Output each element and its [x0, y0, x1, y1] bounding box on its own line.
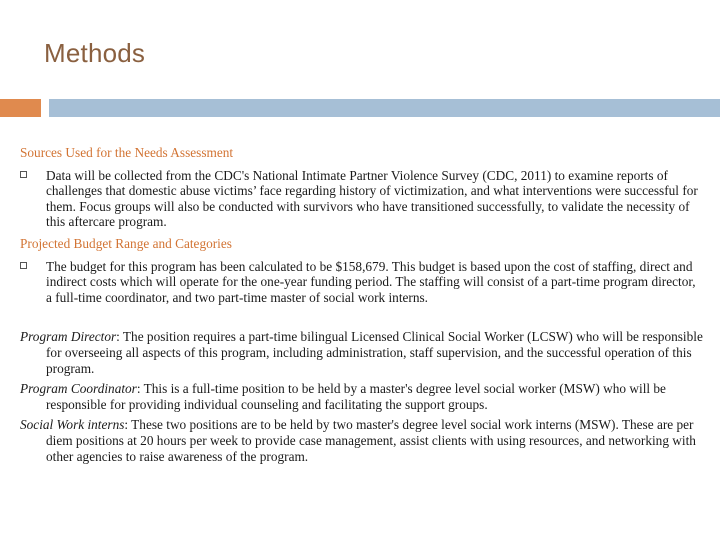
square-bullet-icon — [20, 262, 27, 269]
slide-title: Methods — [44, 38, 146, 68]
square-bullet-icon — [20, 171, 27, 178]
role-description: : These two positions are to be held by two master's degree level social work interns (MSW). These are per diem positions at 20 hours per week to provide case management, assist clients with using resources, and networking with other agencies to raise awareness of the program. — [46, 417, 696, 464]
role-program-director — [20, 329, 704, 376]
section-heading-budget: Projected Budget Range and Categories — [20, 235, 232, 251]
bullet-item-sources — [20, 168, 704, 230]
role-label: Program Director — [20, 329, 117, 345]
role-program-coordinator — [20, 381, 704, 412]
section-heading-sources: Sources Used for the Needs Assessment — [20, 145, 234, 160]
role-social-work-interns — [20, 417, 704, 464]
spacer — [20, 311, 704, 329]
accent-bar-orange — [0, 99, 41, 117]
role-description: : The position requires a part-time bilingual Licensed Clinical Social Worker (LCSW) who will be responsible for overseeing all aspects of this program, including administration, staff supervision, and the successful operation of this program. — [46, 329, 703, 376]
accent-bar-blue — [49, 99, 720, 117]
role-label: Social Work interns — [20, 417, 125, 433]
bullet-text-budget: The budget for this program has been calculated to be $158,679. This budget is based upon the cost of staffing, direct and indirect costs which will operate for the one-year funding period. The staffing will consist of a part-time program director, a full-time coordinator, and two part-time master of social work interns. — [46, 258, 696, 305]
bullet-text-sources: Data will be collected from the CDC's National Intimate Partner Violence Survey (CDC, 2011) to examine reports of challenges that domestic abuse victims’ face regarding history of victimization, and what interventions were successful for them. Focus groups will also be conducted with survivors who have transitioned successfully, to validate the necessity of this aftercare program. — [46, 167, 698, 230]
slide-body — [20, 145, 704, 469]
role-label: Program Coordinator — [20, 381, 137, 397]
role-description: : This is a full-time position to be held by a master's degree level social worker (MSW) who will be responsible for providing individual counseling and facilitating the support groups. — [46, 381, 666, 412]
bullet-item-budget — [20, 259, 704, 306]
